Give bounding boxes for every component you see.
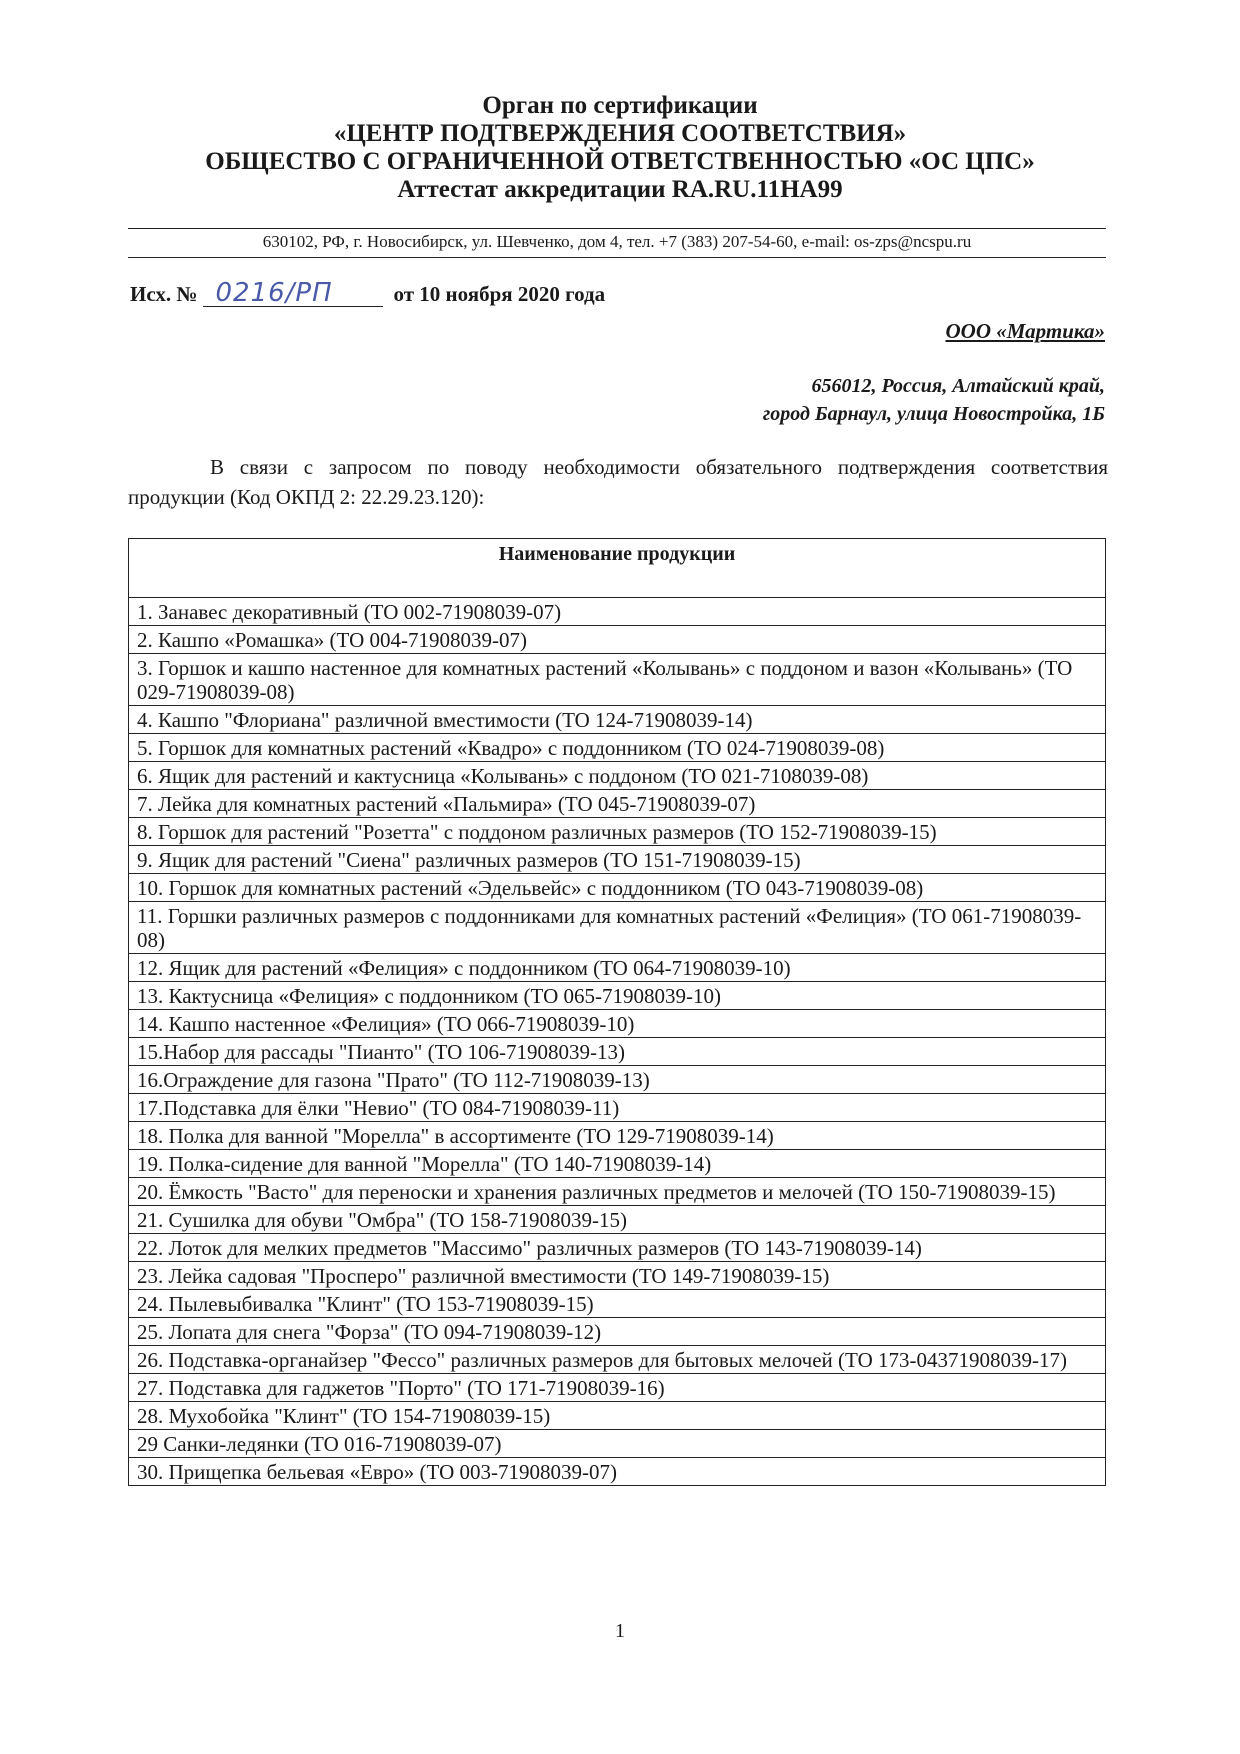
table-cell: 11. Горшки различных размеров с поддонниками для комнатных растений «Фелиция» (ТО 061-71908039-08) — [129, 902, 1106, 954]
table-cell: 29 Санки-ледянки (ТО 016-71908039-07) — [129, 1430, 1106, 1458]
intro-paragraph: В связи с запросом по поводу необходимости обязательного подтверждения соответствия продукции (Код ОКПД 2: 22.29.23.120): — [128, 455, 1108, 509]
table-row — [129, 1206, 1106, 1234]
table-row — [129, 654, 1106, 706]
table-cell: 9. Ящик для растений "Сиена" различных размеров (ТО 151-71908039-15) — [129, 846, 1106, 874]
table-row — [129, 902, 1106, 954]
table-cell: 25. Лопата для снега "Форза" (ТО 094-71908039-12) — [129, 1318, 1106, 1346]
letterhead-line-3: ОБЩЕСТВО С ОГРАНИЧЕННОЙ ОТВЕТСТВЕННОСТЬЮ «ОС ЦПС» — [205, 148, 1035, 175]
table-row — [129, 1066, 1106, 1094]
table-cell: 14. Кашпо настенное «Фелиция» (ТО 066-71908039-10) — [129, 1010, 1106, 1038]
table-row — [129, 982, 1106, 1010]
table-cell: 24. Пылевыбивалка "Клинт" (ТО 153-71908039-15) — [129, 1290, 1106, 1318]
table-cell: 18. Полка для ванной "Морелла" в ассортименте (ТО 129-71908039-14) — [129, 1122, 1106, 1150]
table-row — [129, 706, 1106, 734]
recipient-address — [763, 372, 1105, 428]
table-row — [129, 954, 1106, 982]
table-row — [129, 874, 1106, 902]
table-row — [129, 818, 1106, 846]
table-row — [129, 734, 1106, 762]
recipient-address-line-2: город Барнаул, улица Новостройка, 1Б — [762, 403, 1105, 425]
table-row — [129, 790, 1106, 818]
table-cell: 2. Кашпо «Ромашка» (ТО 004-71908039-07) — [129, 626, 1106, 654]
table-cell: 7. Лейка для комнатных растений «Пальмира» (ТО 045-71908039-07) — [129, 790, 1106, 818]
table-row — [129, 846, 1106, 874]
table-cell: 28. Мухобойка "Клинт" (ТО 154-71908039-15) — [129, 1402, 1106, 1430]
table-cell: 15.Набор для рассады "Пианто" (ТО 106-71908039-13) — [129, 1038, 1106, 1066]
letterhead-line-4: Аттестат аккредитации RA.RU.11HA99 — [397, 176, 843, 203]
products-table-header: Наименование продукции — [129, 539, 1106, 598]
table-cell: 19. Полка-сидение для ванной "Морелла" (ТО 140-71908039-14) — [129, 1150, 1106, 1178]
letterhead — [0, 92, 1240, 204]
table-cell: 5. Горшок для комнатных растений «Квадро» с поддонником (ТО 024-71908039-08) — [129, 734, 1106, 762]
table-row — [129, 1458, 1106, 1486]
page-number: 1 — [615, 1620, 625, 1642]
table-cell: 4. Кашпо "Флориана" различной вместимости (ТО 124-71908039-14) — [129, 706, 1106, 734]
table-cell: 30. Прищепка бельевая «Евро» (ТО 003-71908039-07) — [129, 1458, 1106, 1486]
table-cell: 6. Ящик для растений и кактусница «Колывань» с поддоном (ТО 021-7108039-08) — [129, 762, 1106, 790]
table-row — [129, 626, 1106, 654]
outgoing-reference — [130, 278, 606, 308]
table-row — [129, 1122, 1106, 1150]
table-row — [129, 1262, 1106, 1290]
letterhead-line-1: Орган по сертификации — [482, 92, 758, 119]
outgoing-label: Исх. № — [130, 282, 198, 306]
table-row — [129, 1346, 1106, 1374]
table-cell: 3. Горшок и кашпо настенное для комнатных растений «Колывань» с поддоном и вазон «Колывань» (ТО 029-71908039-08) — [129, 654, 1106, 706]
table-row — [129, 1094, 1106, 1122]
table-row — [129, 1290, 1106, 1318]
recipient-address-line-1: 656012, Россия, Алтайский край, — [811, 375, 1105, 397]
table-row — [129, 1374, 1106, 1402]
divider-top — [128, 228, 1106, 229]
divider-bottom — [128, 257, 1106, 258]
table-cell: 16.Ограждение для газона "Прато" (ТО 112-71908039-13) — [129, 1066, 1106, 1094]
table-cell: 26. Подставка-органайзер "Фессо" различных размеров для бытовых мелочей (ТО 173-04371908039-17) — [129, 1346, 1106, 1374]
table-row — [129, 1010, 1106, 1038]
table-cell: 8. Горшок для растений "Розетта" с поддоном различных размеров (ТО 152-71908039-15) — [129, 818, 1106, 846]
table-cell: 13. Кактусница «Фелиция» с поддонником (ТО 065-71908039-10) — [129, 982, 1106, 1010]
table-row — [129, 1402, 1106, 1430]
table-row — [129, 762, 1106, 790]
outgoing-number-field — [203, 278, 383, 308]
table-cell: 17.Подставка для ёлки "Невио" (ТО 084-71908039-11) — [129, 1094, 1106, 1122]
table-cell: 20. Ёмкость "Васто" для переноски и хранения различных предметов и мелочей (ТО 150-71908039-15) — [129, 1178, 1106, 1206]
table-cell: 22. Лоток для мелких предметов "Массимо" различных размеров (ТО 143-71908039-14) — [129, 1234, 1106, 1262]
table-row — [129, 1150, 1106, 1178]
handwritten-number: 0216/РП — [215, 278, 333, 308]
table-cell: 21. Сушилка для обуви "Омбра" (ТО 158-71908039-15) — [129, 1206, 1106, 1234]
table-row — [129, 1318, 1106, 1346]
products-table — [128, 538, 1106, 1486]
table-row — [129, 598, 1106, 626]
table-row — [129, 1234, 1106, 1262]
letterhead-line-2: «ЦЕНТР ПОДТВЕРЖДЕНИЯ СООТВЕТСТВИЯ» — [333, 120, 907, 147]
table-cell: 1. Занавес декоративный (ТО 002-71908039-07) — [129, 598, 1106, 626]
table-cell: 10. Горшок для комнатных растений «Эдельвейс» с поддонником (ТО 043-71908039-08) — [129, 874, 1106, 902]
outgoing-date: от 10 ноября 2020 года — [393, 282, 606, 306]
table-row — [129, 1430, 1106, 1458]
table-cell: 27. Подставка для гаджетов "Порто" (ТО 171-71908039-16) — [129, 1374, 1106, 1402]
table-cell: 12. Ящик для растений «Фелиция» с поддонником (ТО 064-71908039-10) — [129, 954, 1106, 982]
recipient-name: ООО «Мартика» — [945, 319, 1105, 343]
table-row — [129, 1178, 1106, 1206]
table-cell: 23. Лейка садовая "Просперо" различной вместимости (ТО 149-71908039-15) — [129, 1262, 1106, 1290]
letterhead-address: 630102, РФ, г. Новосибирск, ул. Шевченко, дом 4, тел. +7 (383) 207-54-60, e-mail: os-zps@ncspu.ru — [262, 232, 972, 251]
table-row — [129, 1038, 1106, 1066]
